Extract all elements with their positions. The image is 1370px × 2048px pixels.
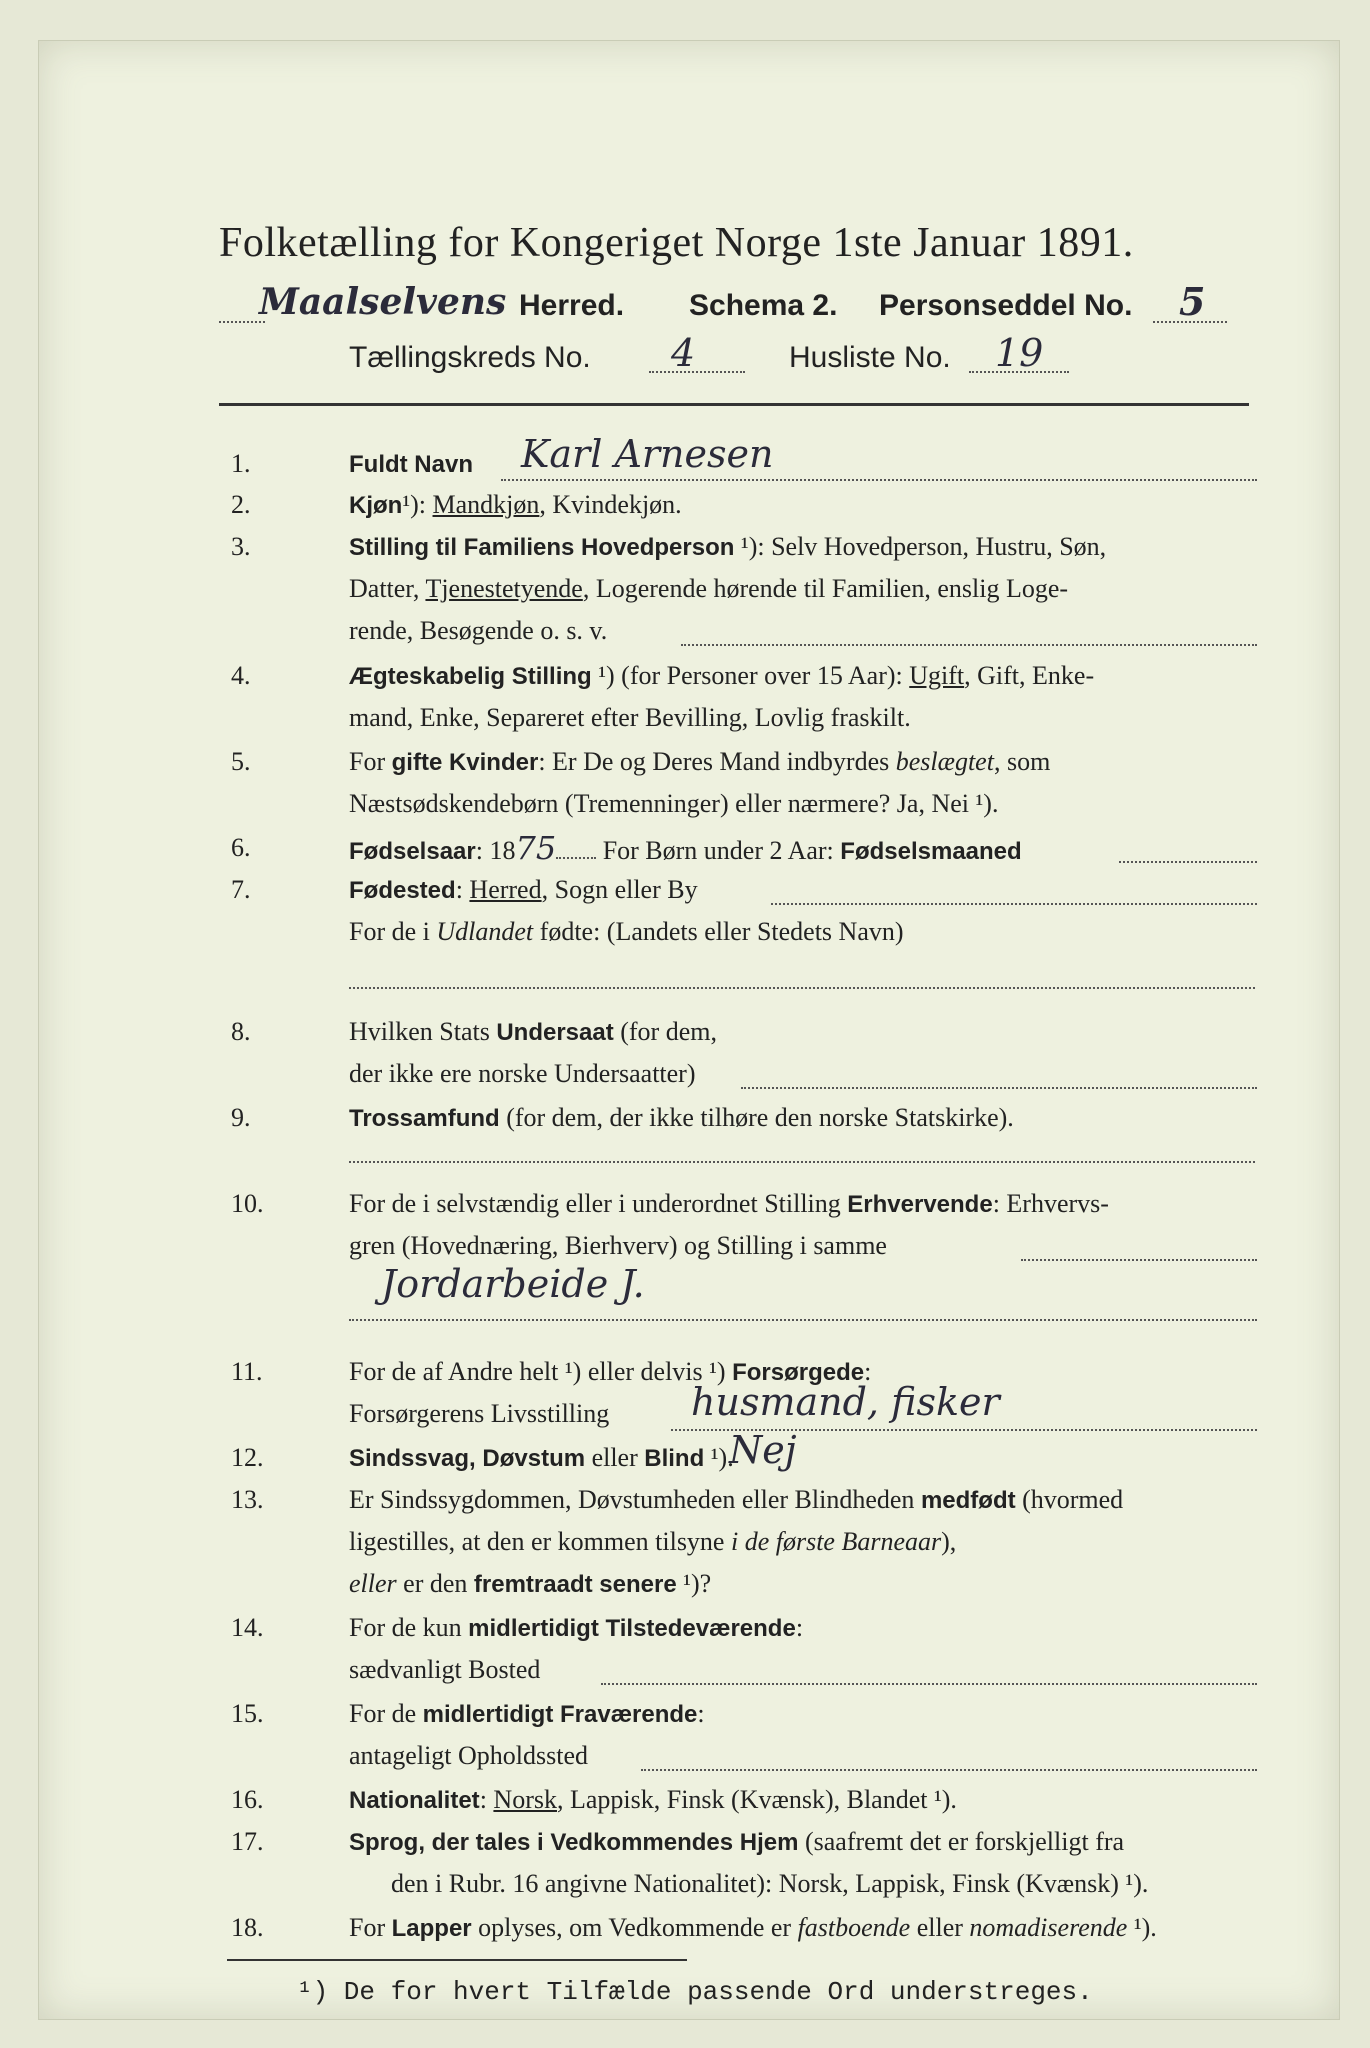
- footnote: ¹) De for hvert Tilfælde passende Ord understreges.: [297, 1977, 1093, 2007]
- personseddel-label: Personseddel No.: [879, 289, 1133, 322]
- herred-line: [219, 279, 1249, 333]
- husliste-label: Husliste No.: [789, 341, 951, 374]
- handwritten-personseddel-no: 5: [1179, 279, 1206, 324]
- handwritten-herred: Maalselvens: [259, 281, 507, 323]
- handwritten-name: Karl Arnesen: [521, 432, 774, 476]
- taellingskreds-line: [349, 331, 1044, 375]
- handwritten-birth-year: 75: [515, 829, 557, 867]
- handwritten-disability: Nej: [729, 1428, 797, 1472]
- taellingskreds-label: Tællingskreds No.: [349, 341, 591, 374]
- schema-label: Schema 2.: [689, 289, 838, 322]
- header-rule: [219, 403, 1249, 406]
- form-title: Folketælling for Kongeriget Norge 1ste Januar 1891.: [219, 220, 1134, 266]
- handwritten-taellingskreds-no: 4: [671, 331, 696, 375]
- handwritten-provider-occupation: husmand, fisker: [691, 1380, 1000, 1424]
- handwritten-occupation: Jordarbeide J.: [381, 1262, 645, 1306]
- footnote-rule: [227, 1959, 687, 1961]
- census-form-page: Folketælling for Kongeriget Norge 1ste Januar 1891. Maalselvens Herred. Schema 2. Personseddel No. 5 Tællingskreds No. 4 Husliste No. 19 1. Fuldt Navn Karl Arnesen 2. Kjøn¹): Mandkjøn, Kvindekjøn. 3. Stilling til Familiens Hovedperson ¹): Selv Hovedperson, Hustru, Søn, Datter, Tjenestetyende, Logerende hørende til Familien, enslig Loge- rende, Besøgende o. s. v. 4. Ægteskabelig Stilling ¹) (for Personer over 15 Aar): Ugift, Gift, Enke- mand, Enke, Separeret efter Bevilling, Lovlig fraskilt. 5. For gifte Kvinder: Er De og Deres Mand indbyrdes beslægtet, som Næstsødskendebørn (Tremenninger) eller nærmere? Ja, Nei ¹). 6. Fødselsaar: 1875 For Børn under 2 Aar: Fødselsmaaned 7. Fødested: Herred, Sogn eller By For de i Udlandet fødte: (Landets eller Stedets Navn) 8. Hvilken Stats Undersaat (for dem, der ikke ere norske Undersaatter) 9. Trossamfund (for dem, der ikke tilhøre den norske Statskirke). 10. For de i selvstændig eller i underordnet Stilling Erhvervende: Erhvervs- gren (Hovednæring, Bierhverv) og Stilling i samme Jordarbeide J. 11. For de af Andre helt ¹) eller delvis ¹) Forsørgede: Forsørgerens Livsstilling husmand, fisker 12. Sindssvag, Døvstum eller Blind ¹). Nej 13. Er Sindssygdommen, Døvstumheden eller Blindheden medfødt (hvormed ligestilles, at den er kommen tilsyne i de første Barneaar), eller er den fremtraadt senere ¹)? 14. For de kun midlertidigt Tilstedeværende: sædvanligt Bosted 15. For de midlertidigt Fraværende: antageligt Opholdssted 16. Nationalitet: Norsk, Lappisk, Finsk (Kvænsk), Blandet ¹). 17. Sprog, der tales i Vedkommendes Hjem (saafremt det er forskjelligt fra den i Rubr. 16 angivne Nationalitet): Norsk, Lappisk, Finsk (Kvænsk) ¹). 18. For Lapper oplyses, om Vedkommende er fastboende eller nomadiserende ¹). ¹) De for hvert Tilfælde passende Ord understreges.: [38, 40, 1340, 2020]
- herred-label: Herred.: [519, 289, 625, 322]
- handwritten-husliste-no: 19: [995, 331, 1044, 375]
